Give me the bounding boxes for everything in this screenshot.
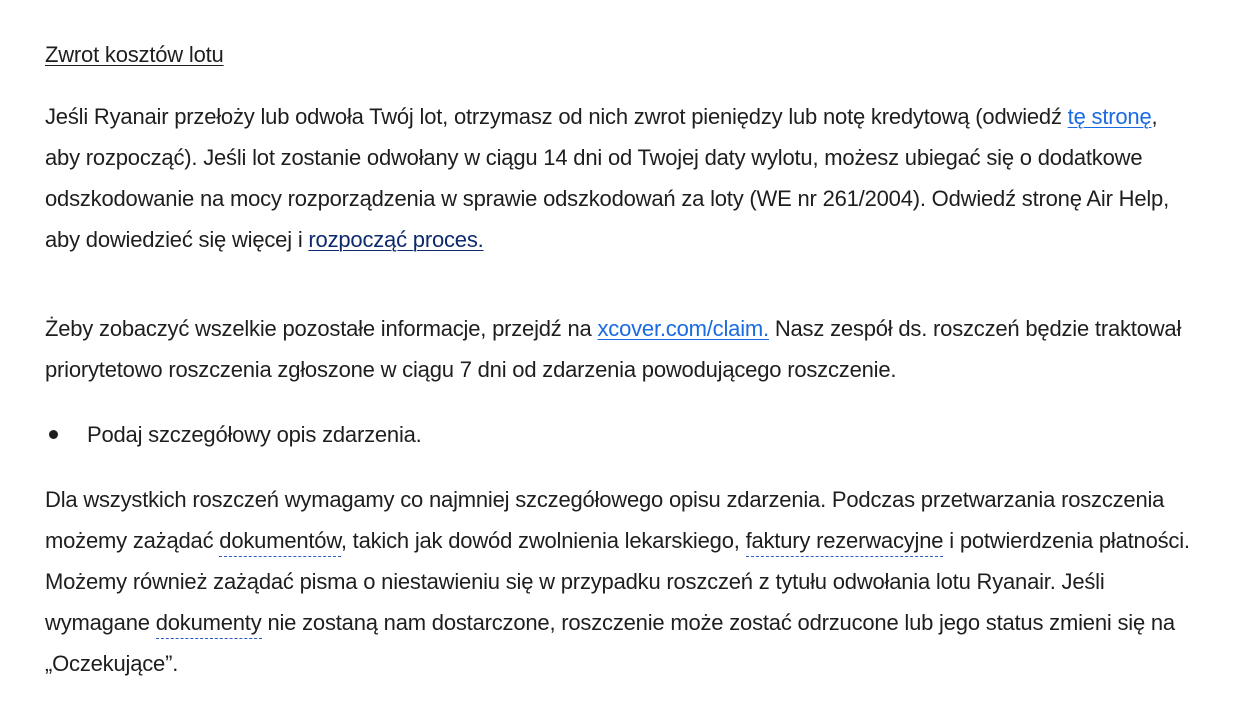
documents-term-tooltip[interactable]: dokumentów bbox=[219, 528, 341, 557]
section-heading: Zwrot kosztów lotu bbox=[45, 42, 224, 67]
paragraph-text: , takich jak dowód zwolnienia lekarskiego, bbox=[340, 528, 746, 553]
documents-paragraph bbox=[45, 479, 1195, 684]
claim-info-paragraph bbox=[45, 308, 1195, 390]
paragraph-text: Nasz zespół ds. roszczeń będzie traktował priorytetowo roszczenia zgłoszone w ciągu 7 dni od zdarzenia powodującego roszczenie. bbox=[45, 316, 1182, 382]
bullet-icon bbox=[49, 430, 58, 439]
paragraph-text: i potwierdzenia płatności. Możemy również zażądać pisma o niestawieniu się w przypadku roszczeń z tytułu odwołania lotu Ryanair. Jeśli wymagane bbox=[45, 528, 1190, 635]
list-item-text: Podaj szczegółowy opis zdarzenia. bbox=[87, 422, 422, 447]
paragraph-text: nie zostaną nam dostarczone, roszczenie może zostać odrzucone lub jego status zmieni się na „Oczekujące”. bbox=[45, 610, 1175, 676]
xcover-claim-link[interactable]: xcover.com/claim. bbox=[597, 316, 769, 341]
paragraph-text: Dla wszystkich roszczeń wymagamy co najmniej szczegółowego opisu zdarzenia. Podczas przetwarzania roszczenia możemy zażądać bbox=[45, 487, 1165, 553]
documents-term-tooltip[interactable]: dokumenty bbox=[156, 610, 262, 639]
list-item bbox=[45, 414, 1195, 455]
refund-section bbox=[45, 34, 1195, 684]
paragraph-text: Jeśli Ryanair przełoży lub odwoła Twój lot, otrzymasz od nich zwrot pieniędzy lub notę kredytową (odwiedź bbox=[45, 104, 1068, 129]
requirements-list bbox=[45, 414, 1195, 455]
this-page-link[interactable]: tę stronę bbox=[1067, 104, 1152, 129]
paragraph-text: , aby rozpocząć). Jeśli lot zostanie odwołany w ciągu 14 dni od Twojej daty wylotu, możesz ubiegać się o dodatkowe odszkodowanie na mocy rozporządzenia w sprawie odszkodowań za loty (WE nr 261/2004). Odwiedź stronę Air Help, aby dowiedzieć się więcej i bbox=[45, 104, 1169, 252]
start-process-link[interactable]: rozpocząć proces. bbox=[308, 227, 484, 252]
refund-paragraph bbox=[45, 96, 1195, 260]
paragraph-text: Żeby zobaczyć wszelkie pozostałe informacje, przejdź na bbox=[45, 316, 598, 341]
booking-invoices-term-tooltip[interactable]: faktury rezerwacyjne bbox=[746, 528, 944, 557]
